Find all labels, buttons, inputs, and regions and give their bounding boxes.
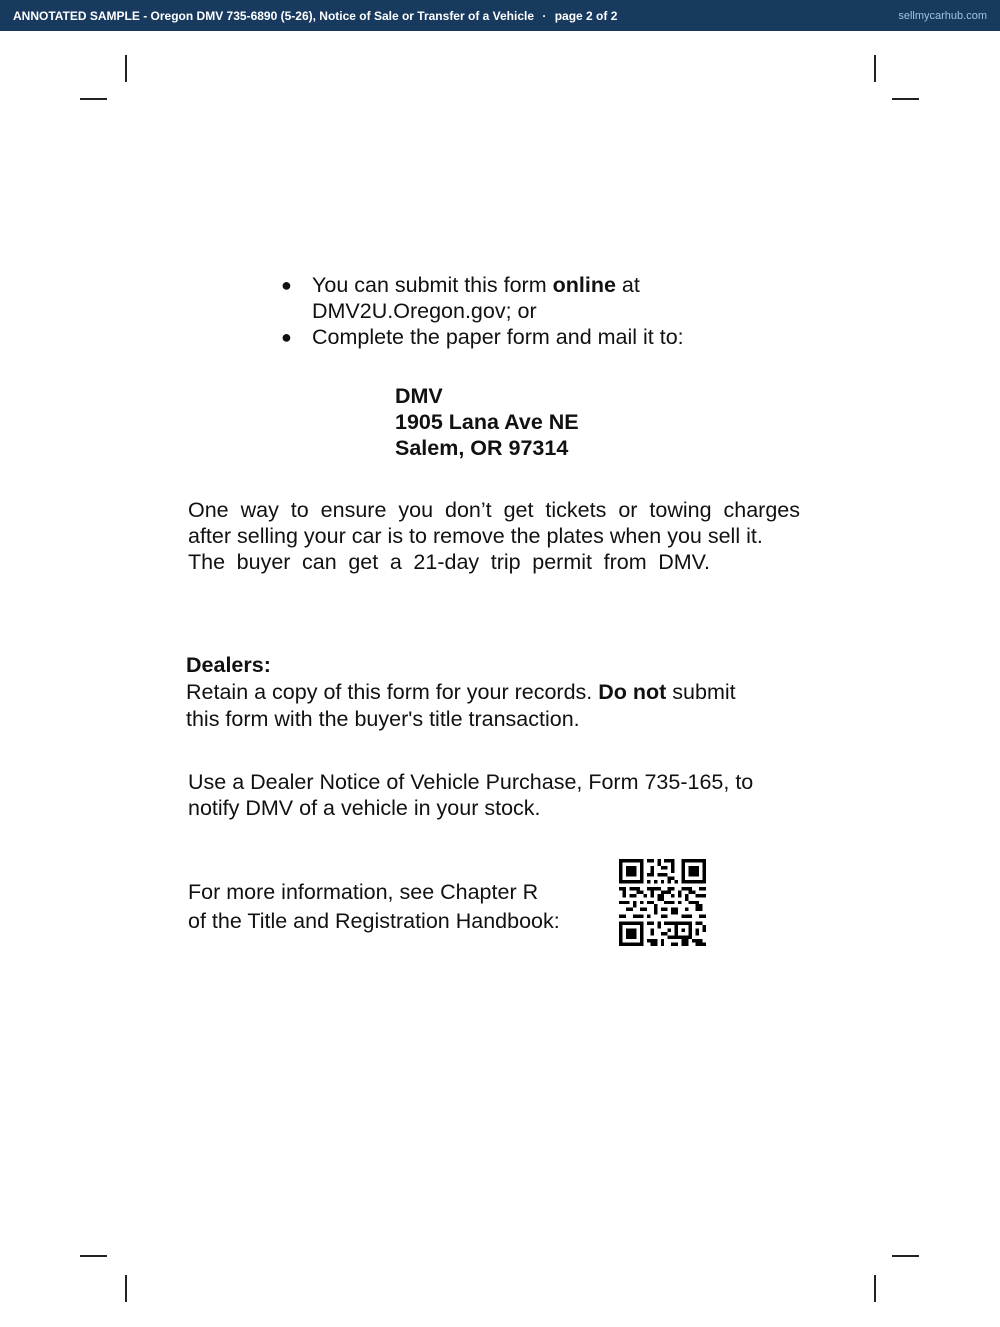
address-line: DMV	[395, 384, 443, 408]
more-info-line: For more information, see Chapter R	[188, 880, 539, 904]
plates-note-line: One way to ensure you don’t get tickets or towing charges	[188, 498, 800, 522]
plates-note-line: The buyer can get a 21-day trip permit from DMV.	[188, 550, 710, 574]
crop-mark	[80, 1255, 107, 1257]
bullet-item-online-line2: DMV2U.Oregon.gov; or	[312, 299, 537, 323]
bullet-bold-online: online	[552, 273, 616, 297]
more-info-line: of the Title and Registration Handbook:	[188, 909, 560, 933]
mailing-address	[395, 383, 579, 461]
page-indicator: page 2 of 2	[554, 8, 618, 23]
dealers-line	[186, 679, 736, 705]
dealers-text: submit	[666, 680, 736, 704]
header-bar	[0, 0, 1000, 31]
address-line: Salem, OR 97314	[395, 436, 569, 460]
qr-code-icon[interactable]	[619, 859, 706, 946]
bullet-item-mail: Complete the paper form and mail it to:	[312, 325, 684, 349]
header-separator: ·	[542, 8, 547, 23]
dealers-bold-do-not: Do not	[598, 680, 667, 704]
crop-mark	[892, 1255, 919, 1257]
crop-mark	[892, 98, 919, 100]
crop-mark	[874, 1275, 876, 1302]
plates-note-line: after selling your car is to remove the plates when you sell it.	[188, 524, 763, 548]
dealers-heading: Dealers:	[186, 653, 271, 677]
bullet-item-online	[312, 272, 640, 298]
site-link[interactable]: sellmycarhub.com	[898, 9, 987, 22]
crop-mark	[874, 55, 876, 82]
header-title: ANNOTATED SAMPLE - Oregon DMV 735-6890 (5-26), Notice of Sale or Transfer of a Vehicle	[13, 8, 535, 23]
bullet-icon: ●	[281, 327, 292, 347]
crop-mark	[80, 98, 107, 100]
bullet-text: at	[615, 273, 640, 297]
bullet-icon: ●	[281, 275, 292, 295]
address-line: 1905 Lana Ave NE	[395, 410, 579, 434]
header-title-group	[13, 9, 617, 23]
bullet-text: You can submit this form	[312, 273, 553, 297]
dealer-notice-line: Use a Dealer Notice of Vehicle Purchase, Form 735-165, to	[188, 770, 754, 794]
dealers-line: this form with the buyer's title transaction.	[186, 707, 580, 731]
dealers-text: Retain a copy of this form for your records.	[186, 680, 599, 704]
dealer-notice-line: notify DMV of a vehicle in your stock.	[188, 796, 541, 820]
crop-mark	[125, 55, 127, 82]
crop-mark	[125, 1275, 127, 1302]
